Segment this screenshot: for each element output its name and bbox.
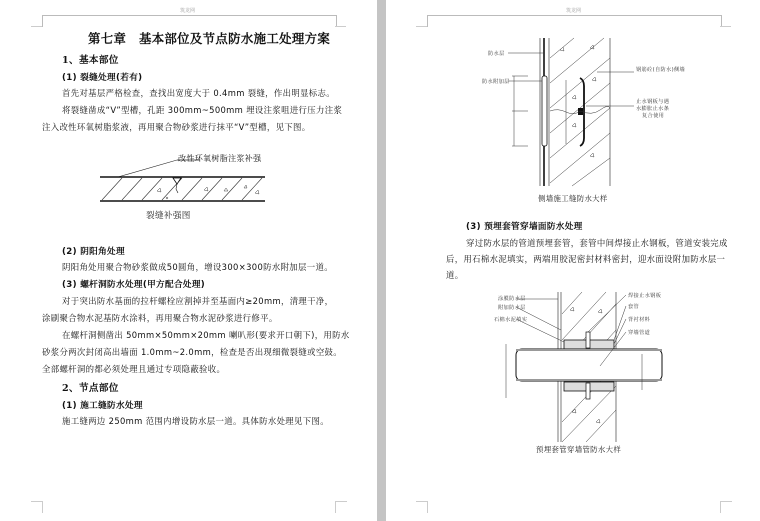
label-asbestos-fill: 石棉水泥填实 — [494, 317, 528, 323]
label-sleeve: 套管 — [628, 304, 640, 310]
paragraph-line: 注入改性环氧树脂浆液，再用聚合物砂浆进行抹平“V”型槽，见下图。 — [42, 122, 311, 132]
chapter-title: 第七章 基本部位及节点防水施工处理方案 — [88, 31, 331, 46]
label-additional-layer: 防水附加层 — [482, 79, 510, 85]
header-watermark: 筑龙网 — [566, 8, 582, 14]
leader-line — [118, 160, 177, 177]
paragraph-line: 在螺杆洞侧凿出 50mm×50mm×20mm 喇叭形(要求开口朝下)，用防水 — [62, 330, 350, 340]
margin-mark — [416, 501, 428, 513]
label-backing: 背衬材料 — [628, 317, 651, 323]
section-heading: 1、基本部位 — [62, 55, 119, 66]
document-page-left — [0, 0, 377, 521]
paragraph-line: 涂刷聚合物水泥基防水涂料，再用聚合物水泥砂浆进行修平。 — [42, 313, 278, 323]
label-waterstop: 复合使用 — [642, 113, 665, 119]
header-watermark: 筑龙网 — [180, 8, 196, 14]
subsection-heading: (1) 施工缝防水处理 — [62, 401, 143, 411]
hatching — [102, 178, 262, 200]
margin-mark — [335, 26, 346, 27]
construction-joint-diagram — [480, 38, 660, 188]
figure-label: 改性环氧树脂注浆补强 — [178, 154, 262, 163]
margin-mark — [31, 26, 42, 27]
pipe-wall-top — [516, 349, 662, 351]
figure-caption: 侧墙施工缝防水大样 — [538, 194, 608, 203]
paragraph-line: 全部螺杆洞的都必须处理且通过专项隐蔽验收。 — [42, 364, 226, 374]
steel-plate-top — [586, 332, 590, 348]
margin-mark — [31, 501, 43, 513]
swelling-waterstop — [578, 108, 583, 115]
header-margin-line — [427, 15, 722, 27]
pipe-wall-bottom — [516, 379, 662, 381]
margin-mark — [335, 501, 347, 513]
v-groove — [173, 178, 181, 184]
margin-mark — [416, 26, 427, 27]
label-coating-layer: 涂膜防水层 — [498, 296, 526, 302]
aggregate-marks — [560, 45, 596, 157]
label-wall: 钢筋砼(自防水)侧墙 — [636, 67, 686, 73]
paragraph-line: 对于突出防水基面的拉杆螺栓应割掉并至基面内≥20mm，清理干净， — [62, 296, 334, 306]
subsection-heading: (3) 螺杆洞防水处理(甲方配合处理) — [62, 280, 206, 290]
subsection-heading: (3) 预埋套管穿墙面防水处理 — [466, 222, 583, 232]
paragraph-line: 首先对基层严格检查，查找出宽度大于 0.4mm 裂缝，作出明显标志。 — [62, 88, 335, 98]
paragraph-line: 阴阳角处用聚合物砂浆做成50圆角，增设300×300防水附加层一道。 — [62, 262, 333, 272]
additional-waterproof-layer — [542, 76, 547, 146]
paragraph-line: 施工缝两边 250mm 范围内增设防水层一道。具体防水处理见下图。 — [62, 416, 329, 426]
label-pipe: 穿墙管道 — [628, 330, 651, 336]
page-gutter — [377, 0, 386, 521]
pipe — [516, 349, 662, 381]
label-waterstop: 水膨胀止水条 — [636, 106, 670, 112]
header-margin-line — [42, 15, 337, 27]
paragraph-line: 砂浆分两次封闭高出墙面 1.0mm~2.0mm，检查是否出现细微裂缝或空鼓。 — [42, 347, 342, 357]
margin-mark — [720, 501, 732, 513]
label-additional-layer: 附加防水层 — [498, 305, 526, 311]
pipe-sleeve-diagram — [516, 292, 676, 444]
figure-caption: 预埋套管穿墙管防水大样 — [536, 445, 622, 454]
subsection-heading: (1) 裂缝处理(若有) — [62, 73, 143, 83]
paragraph-line: 道。 — [446, 270, 464, 280]
aggregate-marks — [157, 185, 259, 199]
dimension-lines — [512, 76, 566, 146]
document-page-right — [386, 0, 760, 521]
subsection-heading: (2) 阴阳角处理 — [62, 247, 125, 257]
steel-plate-bottom — [586, 383, 590, 399]
paragraph-line: 后，用石棉水泥填实，两端用胶泥密封材料密封，迎水面设附加防水层一 — [446, 254, 726, 264]
crack-line — [176, 184, 178, 193]
figure-caption: 裂缝补强图 — [146, 211, 191, 221]
label-waterstop: 止水钢板与遇 — [636, 99, 670, 105]
label-steel-plate: 焊接止水钢板 — [628, 293, 662, 299]
section-heading: 2、节点部位 — [62, 383, 119, 394]
margin-mark — [720, 26, 731, 27]
paragraph-line: 穿过防水层的管道预埋套管，套管中间焊接止水钢板，管道安装完成 — [466, 238, 728, 248]
paragraph-line: 将裂缝凿成“V”型槽，孔距 300mm~500mm 埋设注浆咀进行压力注浆 — [62, 105, 343, 115]
crack-repair-slab — [100, 176, 266, 202]
label-waterproof-layer: 防水层 — [488, 51, 505, 57]
